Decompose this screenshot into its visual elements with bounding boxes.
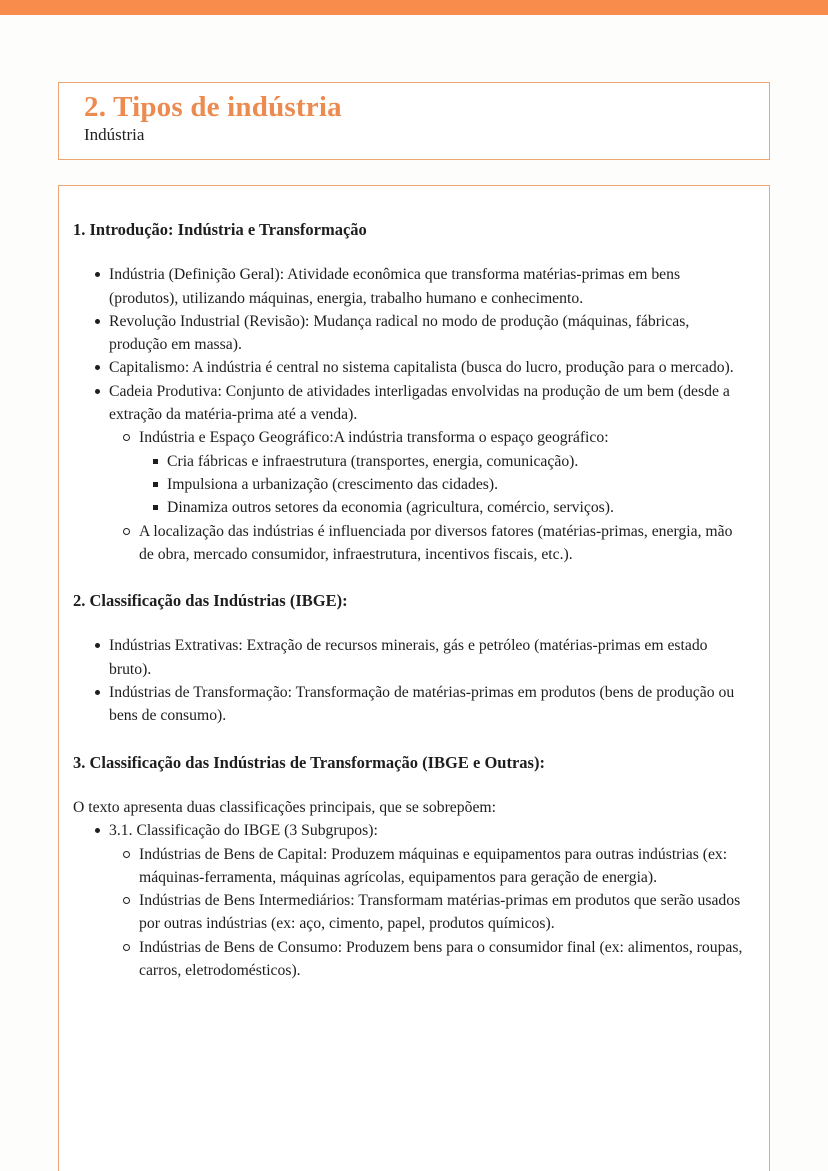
list-item-text: Indústria (Definição Geral): Atividade econômica que transforma matérias-primas em bens (produtos), utilizando máquinas, energia, trabalho humano e conhecimento. — [109, 266, 681, 307]
list-item — [109, 426, 744, 519]
sublist — [139, 450, 744, 520]
list-item — [73, 380, 744, 566]
list-item — [73, 681, 744, 728]
list-item — [73, 356, 744, 379]
list-item — [109, 936, 744, 983]
list-item — [139, 473, 744, 496]
top-accent-bar — [0, 0, 828, 15]
list-item-text: Revolução Industrial (Revisão): Mudança radical no modo de produção (máquinas, fábricas, produção em massa). — [109, 312, 690, 354]
list-item — [73, 310, 744, 357]
list-item — [73, 263, 744, 310]
list-item — [139, 450, 744, 473]
section-heading-classificacao-ibge: 2. Classificação das Indústrias (IBGE): — [73, 591, 348, 611]
content-card — [58, 185, 770, 1171]
list-item — [109, 843, 744, 890]
list-item-text: Indústria e Espaço Geográfico:A indústria transforma o espaço geográfico: — [139, 429, 609, 447]
list-item-text: Impulsiona a urbanização (crescimento das cidades). — [167, 475, 499, 493]
list-item-text: Cria fábricas e infraestrutura (transportes, energia, comunicação). — [167, 452, 579, 470]
section-3-list — [73, 819, 744, 982]
list-item-text: Indústrias de Bens de Capital: Produzem máquinas e equipamentos para outras indústrias (ex: máquinas-ferramenta, máquinas agrícolas, equipamentos para geração de energia). — [139, 845, 728, 886]
list-item-text: Cadeia Produtiva: Conjunto de atividades interligadas envolvidas na produção de um bem (desde a extração da matéria-prima até a venda). — [109, 382, 730, 424]
list-item-text: 3.1. Classificação do IBGE (3 Subgrupos): — [109, 822, 378, 840]
section-3-intro: O texto apresenta duas classificações principais, que se sobrepõem: — [73, 798, 496, 816]
list-item — [109, 889, 744, 936]
list-item — [73, 819, 744, 982]
sublist — [109, 426, 744, 566]
list-item — [139, 496, 744, 519]
sublist — [109, 843, 744, 983]
title-card — [58, 82, 770, 160]
list-item-text: Dinamiza outros setores da economia (agricultura, comércio, serviços). — [167, 499, 614, 517]
list-item — [109, 520, 744, 567]
section-heading-introducao: 1. Introdução: Indústria e Transformação — [73, 220, 367, 239]
list-item — [73, 634, 744, 681]
list-item-text: A localização das indústrias é influenciada por diversos fatores (matérias-primas, energia, mão de obra, mercado consumidor, infraestrutura, incentivos fiscais, etc.). — [139, 522, 733, 563]
list-item-text: Capitalismo: A indústria é central no sistema capitalista (busca do lucro, produção para o mercado). — [109, 359, 734, 377]
page-subtitle: Indústria — [84, 125, 145, 144]
page-title: 2. Tipos de indústria — [84, 91, 342, 123]
list-item-text: Indústrias Extrativas: Extração de recursos minerais, gás e petróleo (matérias-primas em estado bruto). — [109, 637, 708, 678]
list-item-text: Indústrias de Bens de Consumo: Produzem bens para o consumidor final (ex: alimentos, roupas, carros, eletrodomésticos). — [139, 938, 743, 980]
section-heading-classificacao-transformacao: 3. Classificação das Indústrias de Transformação (IBGE e Outras): — [73, 752, 545, 772]
list-item-text: Indústrias de Bens Intermediários: Transformam matérias-primas em produtos que serão usados por outras indústrias (ex: aço, cimento, papel, produtos químicos). — [139, 892, 741, 933]
section-2-list — [73, 634, 744, 727]
section-1-list — [73, 263, 744, 566]
list-item-text: Indústrias de Transformação: Transformação de matérias-primas em produtos (bens de produção ou bens de consumo). — [109, 684, 735, 725]
